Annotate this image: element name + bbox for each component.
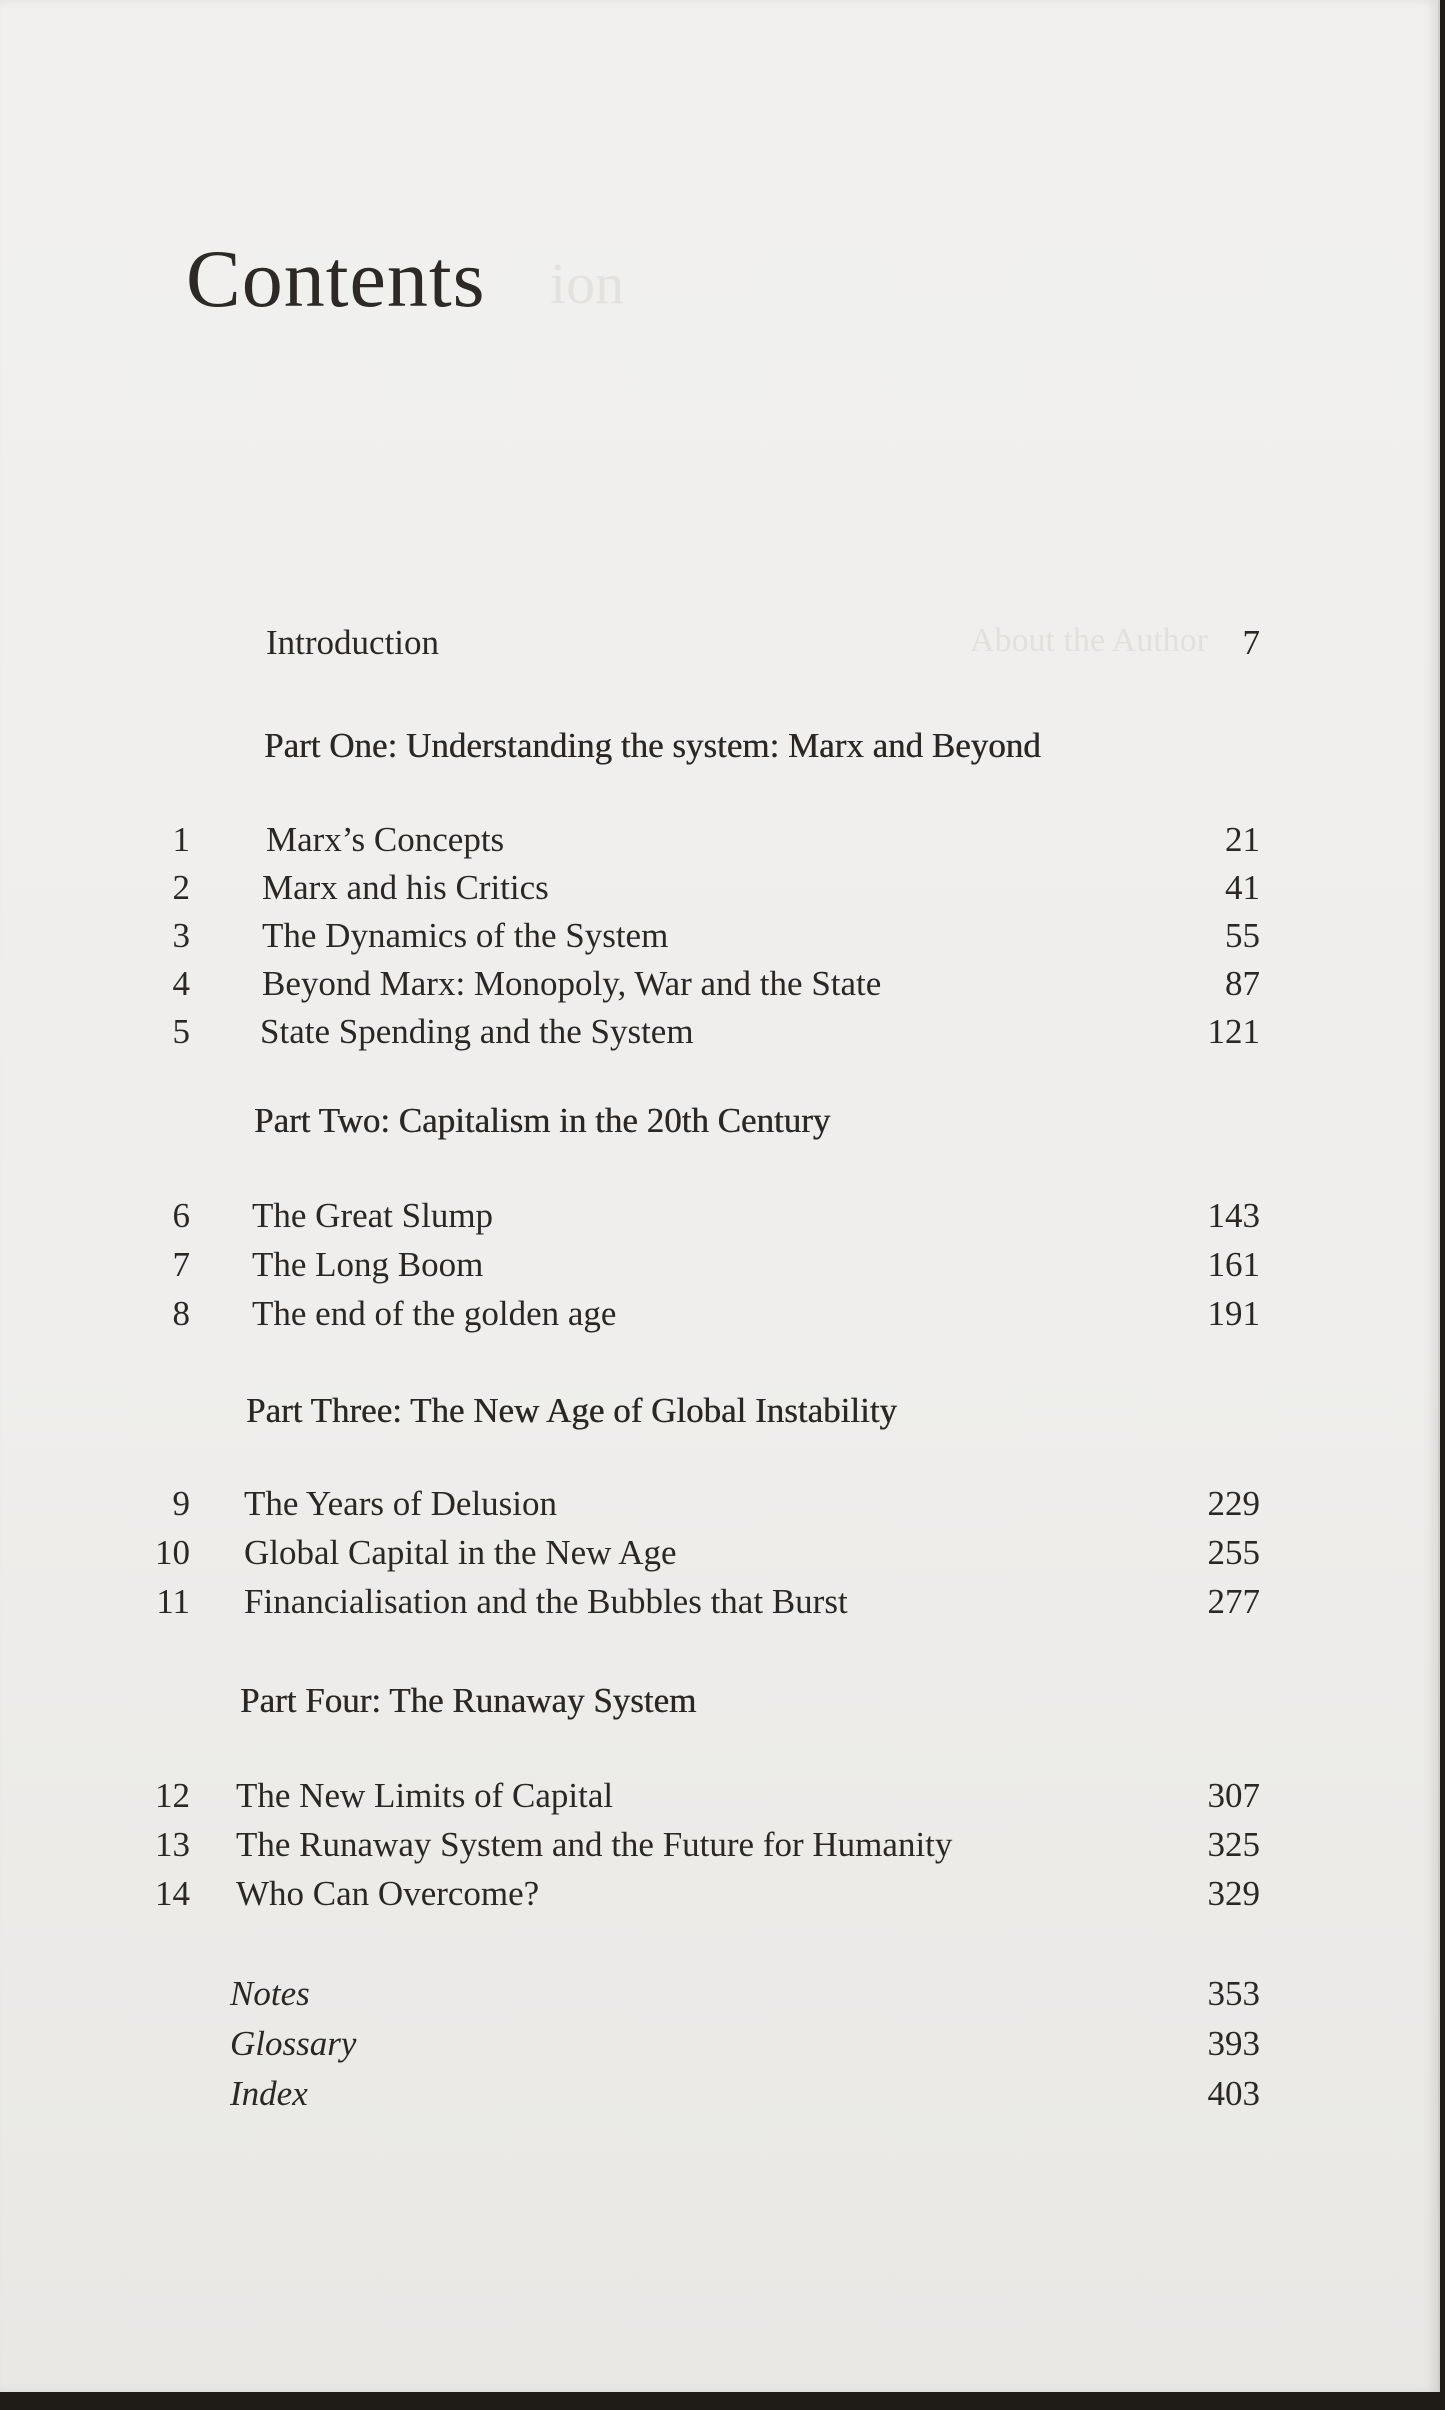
toc-page-number: 121 bbox=[1207, 1012, 1260, 1051]
toc-page-number: 325 bbox=[1207, 1825, 1260, 1864]
toc-entry-label: The Runaway System and the Future for Humanity bbox=[236, 1825, 953, 1864]
toc-page-number: 353 bbox=[1207, 1974, 1260, 2013]
chapter-number: 10 bbox=[155, 1533, 190, 1572]
toc-entry-label: Global Capital in the New Age bbox=[244, 1533, 677, 1572]
toc-page-number: 277 bbox=[1207, 1582, 1260, 1621]
chapter-number: 2 bbox=[172, 868, 190, 907]
toc-entry-label: Index bbox=[230, 2074, 308, 2113]
toc-page-number: 87 bbox=[1225, 964, 1260, 1003]
part-heading: Part One: Understanding the system: Marx and Beyond bbox=[264, 726, 1041, 765]
toc-page-number: 21 bbox=[1225, 820, 1260, 859]
chapter-number: 7 bbox=[172, 1245, 190, 1284]
part-heading: Part Two: Capitalism in the 20th Century bbox=[254, 1101, 831, 1140]
chapter-number: 5 bbox=[172, 1012, 190, 1051]
toc-page-number: 7 bbox=[1242, 623, 1260, 662]
toc-page-number: 161 bbox=[1207, 1245, 1260, 1284]
chapter-number: 14 bbox=[155, 1874, 190, 1913]
toc-entry-label: The Years of Delusion bbox=[244, 1484, 558, 1523]
toc-page-number: 255 bbox=[1207, 1533, 1260, 1572]
chapter-number: 6 bbox=[172, 1196, 190, 1235]
chapter-number: 13 bbox=[155, 1825, 190, 1864]
toc-entry-label: Glossary bbox=[230, 2024, 357, 2063]
toc-entry-label: Beyond Marx: Monopoly, War and the State bbox=[262, 964, 882, 1003]
chapter-number: 12 bbox=[155, 1776, 190, 1815]
toc-entry-label: The end of the golden age bbox=[252, 1294, 617, 1333]
toc-entry-label: Who Can Overcome? bbox=[236, 1874, 540, 1913]
toc-entry-label: Marx’s Concepts bbox=[266, 820, 505, 859]
toc-entry-label: Notes bbox=[230, 1974, 310, 2013]
chapter-number: 9 bbox=[172, 1484, 190, 1523]
toc-entry-label: Introduction bbox=[266, 623, 440, 662]
toc-page-number: 403 bbox=[1207, 2074, 1260, 2113]
toc-entry-label: Marx and his Critics bbox=[262, 868, 549, 907]
chapter-number: 11 bbox=[156, 1582, 190, 1621]
toc-entry-label: Financialisation and the Bubbles that Burst bbox=[244, 1582, 848, 1621]
toc-page-number: 41 bbox=[1225, 868, 1260, 907]
toc-page-number: 55 bbox=[1225, 916, 1260, 955]
toc-entry-label: State Spending and the System bbox=[260, 1012, 694, 1051]
show-through-title: ion bbox=[550, 251, 625, 316]
toc-page-number: 229 bbox=[1207, 1484, 1260, 1523]
show-through-heading: About the Author bbox=[970, 622, 1208, 659]
toc-page-number: 393 bbox=[1207, 2024, 1260, 2063]
toc-page-number: 191 bbox=[1207, 1294, 1260, 1333]
toc-page-number: 329 bbox=[1207, 1874, 1260, 1913]
toc-page-number: 143 bbox=[1207, 1196, 1260, 1235]
toc-entry-label: The Great Slump bbox=[252, 1196, 494, 1235]
chapter-number: 8 bbox=[172, 1294, 190, 1333]
page-title: Contents bbox=[186, 233, 486, 324]
chapter-number: 4 bbox=[172, 964, 190, 1003]
toc-entry-label: The Long Boom bbox=[252, 1245, 484, 1284]
toc-entry-label: The Dynamics of the System bbox=[262, 916, 669, 955]
part-heading: Part Three: The New Age of Global Instability bbox=[246, 1391, 897, 1430]
toc-entry-label: The New Limits of Capital bbox=[236, 1776, 614, 1815]
chapter-number: 1 bbox=[172, 820, 190, 859]
toc-page-number: 307 bbox=[1207, 1776, 1260, 1815]
chapter-number: 3 bbox=[172, 916, 190, 955]
part-heading: Part Four: The Runaway System bbox=[240, 1681, 697, 1720]
